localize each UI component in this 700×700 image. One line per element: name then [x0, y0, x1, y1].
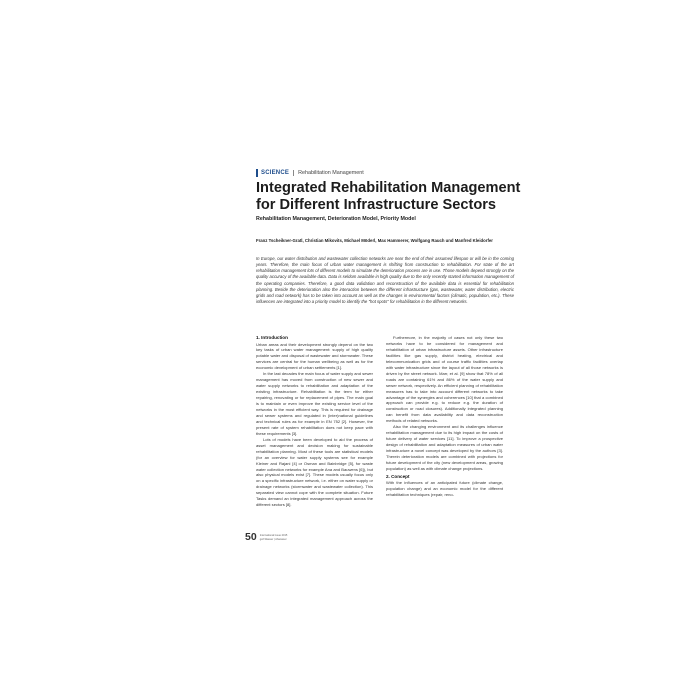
page-footer	[245, 532, 287, 542]
journal-issue: International Issue 2015	[259, 534, 288, 537]
journal-info	[260, 532, 288, 541]
article-keywords: Rehabilitation Management, Deterioration Model, Priority Model	[256, 216, 416, 222]
paragraph: Urban areas and their development strongly depend on the two key tasks of urban water management: supply of high quality potable water and disposal of wastewater and stormwater. These services are central for the human wellbeing as well as for the economic development of urban settlements [1].	[256, 341, 373, 371]
paragraph: In the last decades the main focus of water supply and sewer management has moved from construction of new sewer and water supply networks to rehabilitation and adaptation of the existing infrastructure. Rehabilitation is the term for either repairing, renovating or for replacement of pipes. The main goal is to maintain or even improve the existing service level of the networks in the most efficient way. This is required for drainage and sewer systems and regulated in (inter)national guidelines and technical rules as for example in EN 752 [2]. However, the present rate of system rehabilitation does not keep pace with these requirements [3].	[256, 371, 373, 436]
paragraph: Also the changing environment and its challenges influence rehabilitation management due to its high impact on the costs of future delivery of water services [11]. To improve a prospective design of rehabilitation and adaptation measures of urban water infrastructure a novel concept was developed by the authors [3]. Therein deterioration models are combined with projections for future development of the city (new development areas, growing population) as well as with climate change projections.	[386, 424, 503, 471]
title-line-2: for Different Infrastructure Sectors	[256, 196, 497, 213]
article-abstract: In Europe, our water distribution and wastewater collection networks are near the end of their assumed lifespan or will be in the coming years. Therefore, the main focus of urban water management is shifting from construction to rehabilitation. For state of the art rehabilitation management lots of different models to simulate the deterioration process are in use. Those models depend strongly on the quality accuracy of the available data. Data is seldom available in high quality due to the only recently started information management of the operating companies. Therefore, a good data validation and reconstruction of the available data is essential for rehabilitation planning. Beside the deterioration also the interaction between the different infrastructure (gas, wastewater, water distribution, electric grids and road network) has to be taken into account as well as the changes in environmental factors (climatic, population, etc.). These influences are integrated into a priority model to identify the "hot spots" for rehabilitation in the different networks.	[256, 256, 514, 305]
paragraph: Lots of models have been developed to aid the process of asset management and decision making for sustainable rehabilitation planning. Most of these tools are statistical models (for an overview for water supply systems see for example Kleiner and Rajani [4] or Osman and Bainbridge [5], for waste water collection networks for example Ana and Bauwens [6]), but also physical models exist [7]. These models usually focus only on a specific infrastructure network, i.e. either on water supply or drainage networks (stormwater and wastewater collection). This separated view cannot cope with the complete situation. Future Tasks demand an integrated management approach across the different sectors [8].	[256, 436, 373, 508]
section-heading-concept: 2. Concept	[386, 473, 410, 479]
journal-name: gwf-Wasser | Abwasser	[259, 537, 287, 541]
section-marker	[256, 169, 258, 177]
page-number: 50	[245, 531, 257, 543]
section-divider	[293, 170, 294, 176]
article-title	[256, 180, 586, 213]
section-heading-introduction: 1. Introduction	[256, 335, 288, 340]
paragraph: With the influences of an anticipated future (climate change, population change) and an economic model for the different rehabilitation techniques (repair, reno-	[386, 480, 503, 498]
article-authors: Franz Tscheikner-Gratl, Christian Mikovits, Michael Möderl, Max Hammerer, Wolfgang Rauch und Manfred Kleidorfer	[256, 238, 493, 243]
section-header	[256, 168, 364, 177]
body-column-left	[256, 335, 373, 508]
section-label: SCIENCE	[261, 169, 290, 176]
paragraph: Furthermore, in the majority of cases not only these two networks have to be considered for management and rehabilitation of urban infrastructure assets. Other infrastructure facilities like gas supply, district heating, electrical and telecommunication grids and of course traffic facilities overlap with water infrastructure since the layout of all those networks is driven by the street network. Marr, et al. [9] show that 78% of all roads are containing 61% and 86% of the water supply and sewer network, respectively. An efficient planning of rehabilitation measures has to take into account different networks to take advantage of the synergies and coherences [10] that a combined approach can provide e.g. to reduce e.g. the duration of construction or road closures). Additionally integrated planning can benefit from data availability and data reconstruction methods of related networks.	[386, 335, 503, 424]
title-line-1: Integrated Rehabilitation Management	[256, 180, 521, 196]
subsection-label: Rehabilitation Management	[298, 169, 364, 176]
body-column-right	[386, 335, 503, 498]
